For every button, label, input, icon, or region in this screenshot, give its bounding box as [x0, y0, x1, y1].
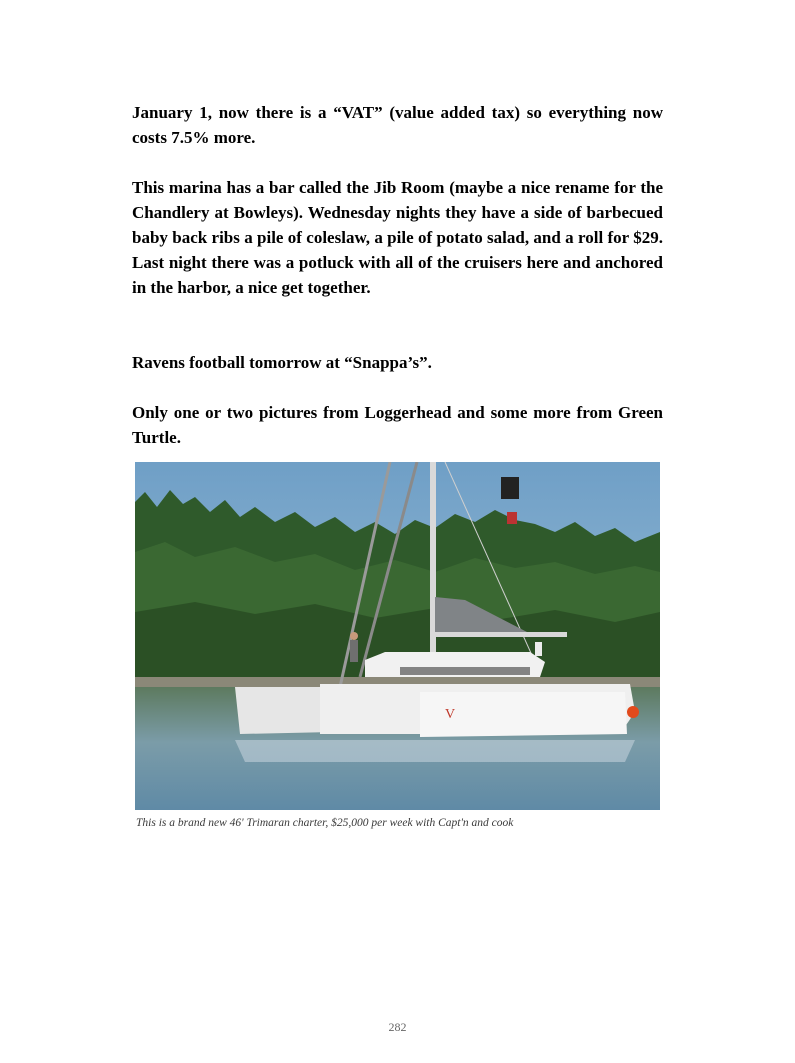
paragraph-marina-bar: This marina has a bar called the Jib Room (maybe a nice rename for the Chandlery at Bowleys). Wednesday nights they have a side of barbecued baby back ribs a pile of coleslaw, a pile of potato salad, and a roll for $29. Last night there was a potluck with all of the cruisers here and anchored in the harbor, a nice get together.: [132, 178, 663, 297]
svg-text:V: V: [445, 707, 456, 722]
trimaran-photo: [135, 462, 660, 810]
paragraph-pictures: Only one or two pictures from Loggerhead and some more from Green Turtle.: [132, 403, 663, 447]
page-number: 282: [388, 1020, 407, 1034]
paragraph-vat: January 1, now there is a “VAT” (value added tax) so everything now costs 7.5% more.: [132, 103, 663, 147]
photo-caption: This is a brand new 46' Trimaran charter, $25,000 per week with Capt'n and cook: [136, 817, 514, 829]
paragraph-ravens: Ravens football tomorrow at “Snappa’s”.: [132, 353, 432, 372]
